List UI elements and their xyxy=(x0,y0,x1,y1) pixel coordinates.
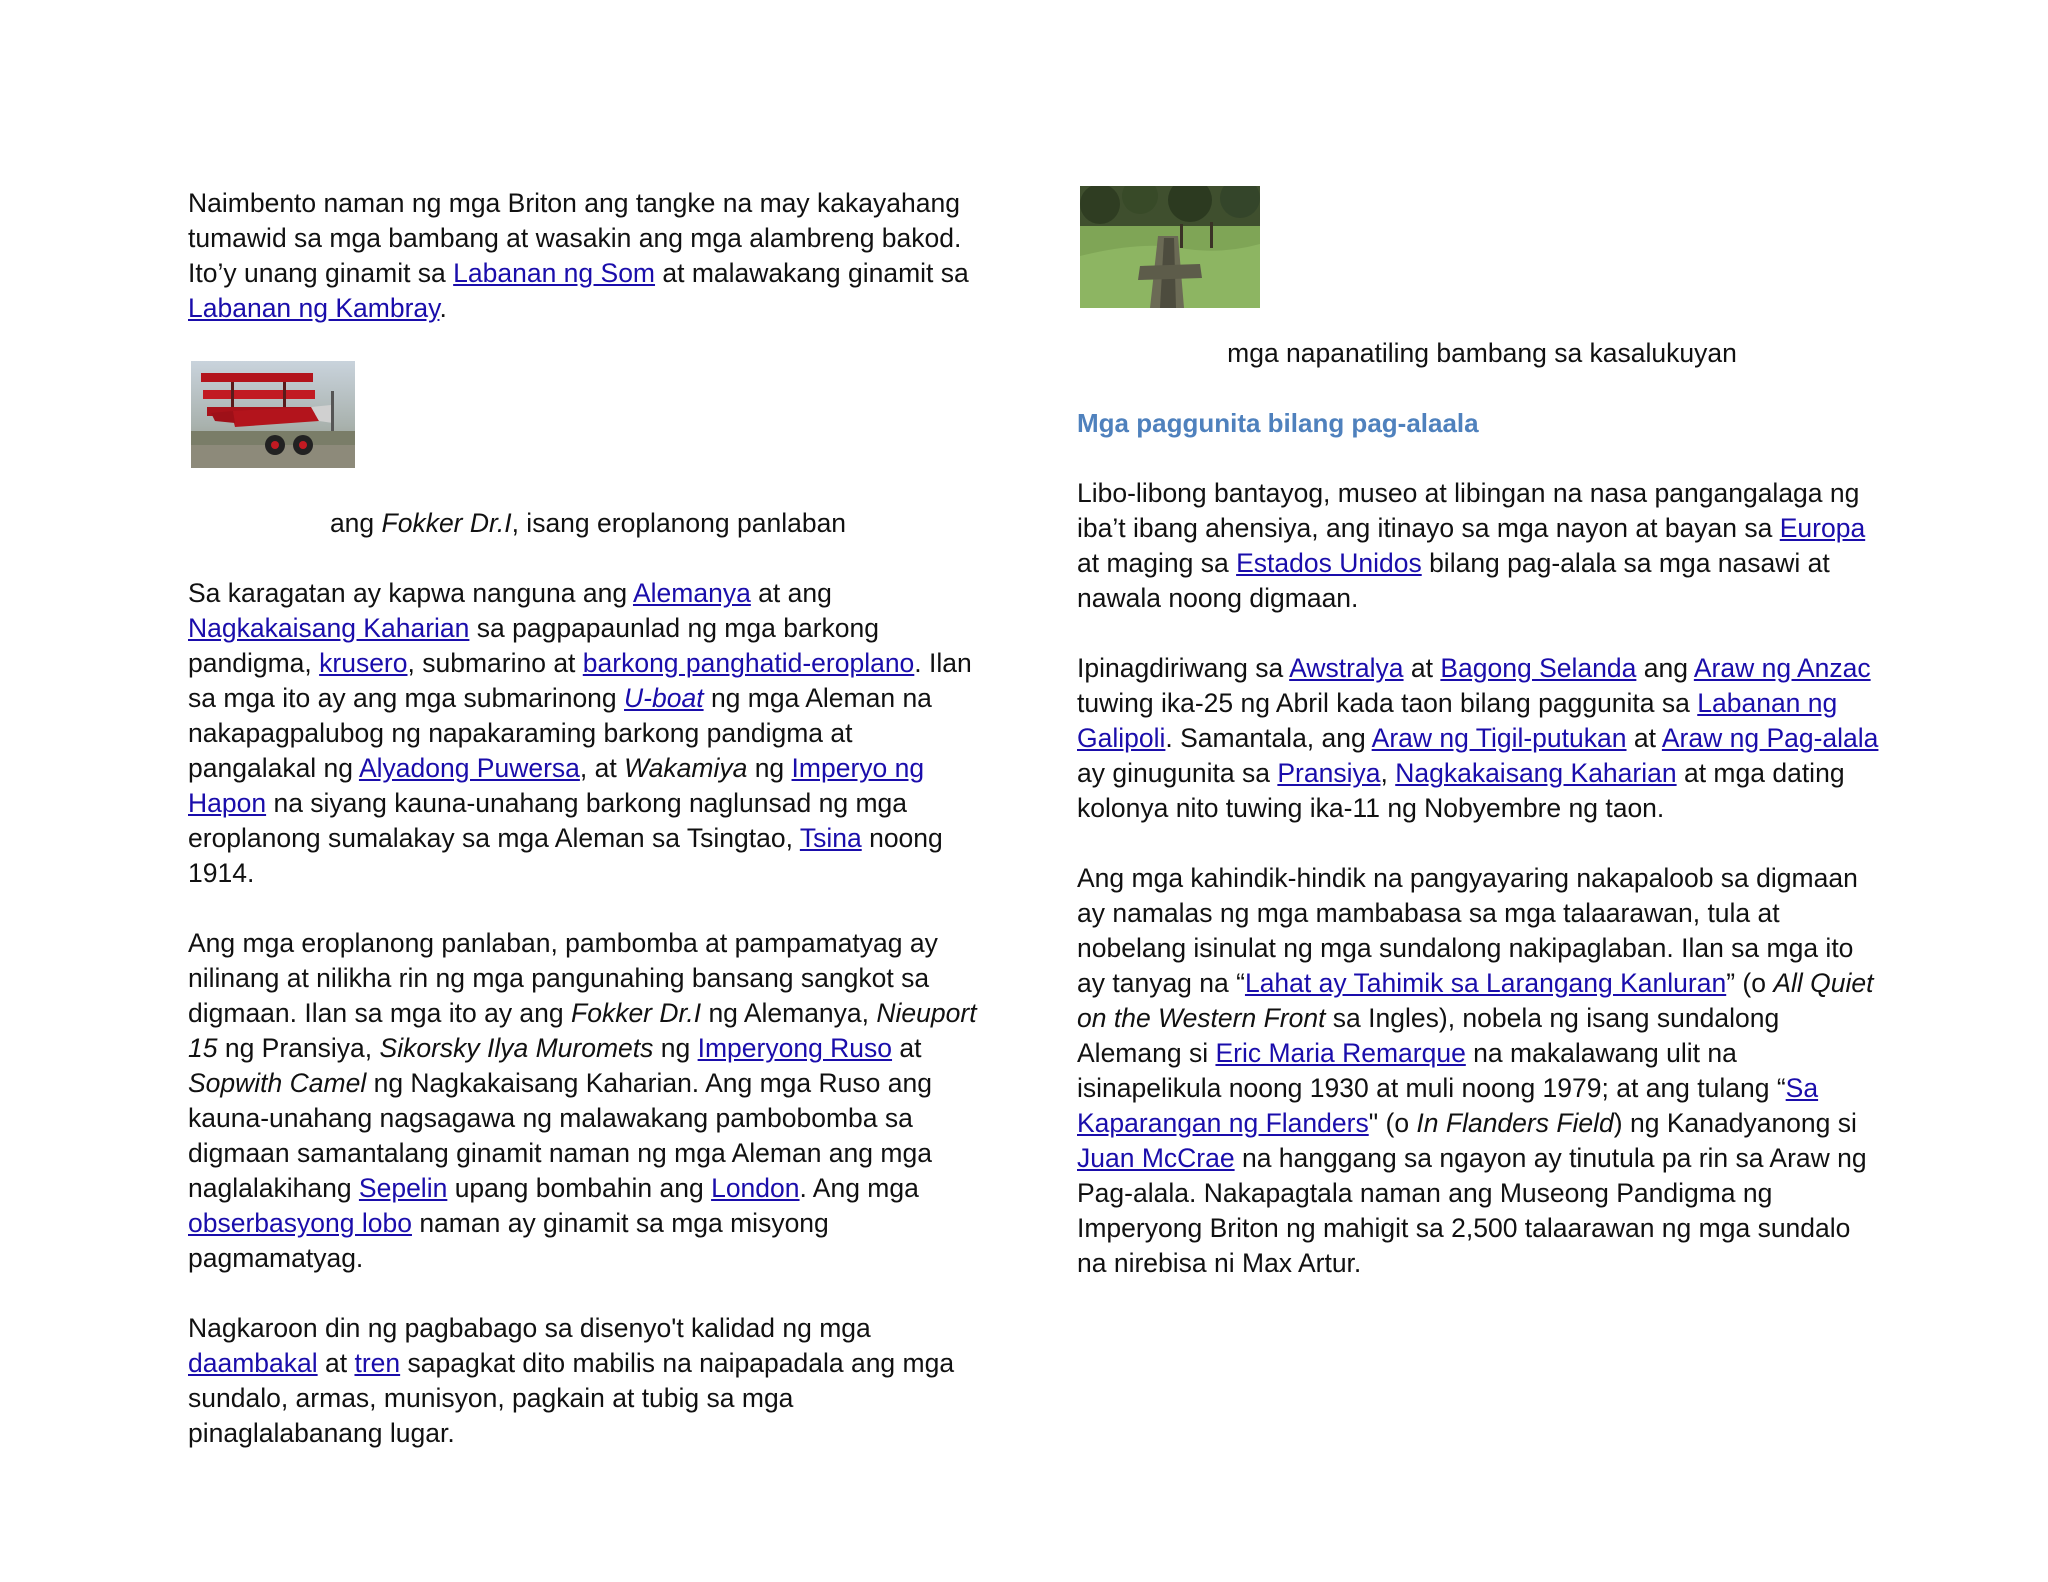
text: ng Pransiya, xyxy=(217,1033,380,1063)
link-estados-unidos[interactable]: Estados Unidos xyxy=(1236,548,1422,578)
text: . Ang mga xyxy=(799,1173,919,1203)
left-column xyxy=(188,186,988,1486)
link-juan-mccrae[interactable]: Juan McCrae xyxy=(1077,1143,1235,1173)
caption-trenches: mga napanatiling bambang sa kasalukuyan xyxy=(1227,338,1737,368)
text: tuwing ika-25 ng Abril kada taon bilang paggunita sa xyxy=(1077,688,1698,718)
text: at malawakang ginamit sa xyxy=(655,258,969,288)
text: at xyxy=(892,1033,922,1063)
link-pransiya[interactable]: Pransiya xyxy=(1277,758,1381,788)
text: " (o xyxy=(1368,1108,1417,1138)
link-obserbasyong-lobo[interactable]: obserbasyong lobo xyxy=(188,1208,412,1238)
text: at ang xyxy=(750,578,832,608)
link-eric-maria-remarque[interactable]: Eric Maria Remarque xyxy=(1215,1038,1466,1068)
paragraph-literature xyxy=(1077,861,1887,1281)
text: ) ng Kanadyanong si xyxy=(1613,1108,1857,1138)
section-heading: Mga paggunita bilang pag-alaala xyxy=(1077,408,1479,438)
link-labanan-ng-som[interactable]: Labanan ng Som xyxy=(453,258,656,288)
link-araw-ng-anzac[interactable]: Araw ng Anzac xyxy=(1693,653,1871,683)
text: sapagkat dito mabilis na naipapadala ang mga sundalo, armas, munisyon, pagkain at tubig sa mga pinaglalabanang lugar. xyxy=(188,1348,955,1448)
text: at xyxy=(1626,723,1662,753)
paragraph-railways xyxy=(188,1311,988,1451)
text: ang xyxy=(329,508,382,538)
trench-image xyxy=(1080,186,1260,308)
text: . xyxy=(439,293,447,323)
italic-text: Nieuport 15 xyxy=(188,998,977,1063)
text: . Ilan sa mga ito ay ang mga submarinong xyxy=(188,648,972,713)
italic-text: Sikorsky Ilya Muromets xyxy=(379,1033,654,1063)
italic-text: U-boat xyxy=(624,683,704,713)
link-imperyo-ng-hapon[interactable]: Imperyo ng Hapon xyxy=(188,753,925,818)
text: ng Nagkakaisang Kaharian. Ang mga Ruso ang kauna-unahang nagsagawa ng malawakang pambobomba sa digmaan samantalang ginamit naman ng mga Aleman ang mga naglalakihang xyxy=(188,1068,932,1203)
text: ng xyxy=(747,753,792,783)
right-column xyxy=(1077,186,1887,1316)
link-europa[interactable]: Europa xyxy=(1779,513,1866,543)
italic-text: All Quiet on the Western Front xyxy=(1077,968,1874,1033)
text: at mga dating kolonya nito tuwing ika-11 ng Nobyembre ng taon. xyxy=(1077,758,1845,823)
text: naman ay ginamit sa mga misyong pagmamatyag. xyxy=(188,1208,829,1273)
link-alyadong-puwersa[interactable]: Alyadong Puwersa xyxy=(358,753,580,783)
text: sa pagpapaunlad ng mga barkong pandigma, xyxy=(188,613,879,678)
paragraph-tank xyxy=(188,186,988,326)
text: na siyang kauna-unahang barkong naglunsad ng mga eroplanong sumalakay sa mga Aleman sa Tsingtao, xyxy=(188,788,907,853)
italic-text: Wakamiya xyxy=(624,753,748,783)
text: Nagkaroon din ng pagbabago sa disenyo't kalidad ng mga xyxy=(188,1313,871,1343)
link-u-boat[interactable] xyxy=(624,683,704,713)
text: na hanggang sa ngayon ay tinutula pa rin sa Araw ng Pag-alala. Nakapagtala naman ang Museong Pandigma ng Imperyong Briton ng mahigit sa 2,500 talaarawan ng mga sundalo na nirebisa ni Max Artur. xyxy=(1077,1143,1867,1278)
link-barkong-panghatid-eroplano[interactable]: barkong panghatid-eroplano xyxy=(582,648,915,678)
link-araw-ng-pag-alala[interactable]: Araw ng Pag-alala xyxy=(1661,723,1879,753)
link-bagong-selanda[interactable]: Bagong Selanda xyxy=(1440,653,1637,683)
text: Libo-libong bantayog, museo at libingan na nasa pangangalaga ng iba’t ibang ahensiya, ang itinayo sa mga nayon at bayan sa xyxy=(1077,478,1860,543)
paragraph-aircraft xyxy=(188,926,988,1276)
text: ng Alemanya, xyxy=(701,998,877,1028)
link-tren[interactable]: tren xyxy=(354,1348,401,1378)
link-labanan-ng-kambray[interactable]: Labanan ng Kambray xyxy=(188,293,440,323)
italic-text: In Flanders Field xyxy=(1416,1108,1614,1138)
text: , xyxy=(1380,758,1396,788)
link-tsina[interactable]: Tsina xyxy=(799,823,862,853)
link-alemanya[interactable]: Alemanya xyxy=(632,578,751,608)
italic-text: Fokker Dr.I xyxy=(381,508,512,538)
link-awstralya[interactable]: Awstralya xyxy=(1289,653,1404,683)
text: Naimbento naman ng mga Briton ang tangke na may kakayahang tumawid sa mga bambang at wasakin ang mga alambreng bakod. Ito’y unang ginamit sa xyxy=(188,188,962,288)
link-imperyong-ruso[interactable]: Imperyong Ruso xyxy=(697,1033,893,1063)
text: , submarino at xyxy=(407,648,583,678)
link-london[interactable]: London xyxy=(711,1173,800,1203)
link-labanan-ng-galipoli[interactable]: Labanan ng Galipoli xyxy=(1077,688,1838,753)
text: ang xyxy=(1636,653,1694,683)
text: sa Ingles), nobela ng isang sundalong Alemang si xyxy=(1077,1003,1780,1068)
paragraph-remembrance-days xyxy=(1077,651,1887,826)
text: ng xyxy=(653,1033,698,1063)
paragraph-memorials xyxy=(1077,476,1887,616)
link-araw-ng-tigil-putukan[interactable]: Araw ng Tigil-putukan xyxy=(1371,723,1627,753)
text: Ipinagdiriwang sa xyxy=(1077,653,1290,683)
text: , isang eroplanong panlaban xyxy=(511,508,847,538)
fokker-plane-image xyxy=(191,361,355,468)
text: at maging sa xyxy=(1077,548,1237,578)
text: , at xyxy=(579,753,625,783)
text: Sa karagatan ay kapwa nanguna ang xyxy=(188,578,633,608)
text: upang bombahin ang xyxy=(447,1173,712,1203)
italic-text: Fokker Dr.I xyxy=(571,998,702,1028)
text: na makalawang ulit na isinapelikula noong 1930 at muli noong 1979; at ang tulang “ xyxy=(1077,1038,1786,1103)
link-daambakal[interactable]: daambakal xyxy=(188,1348,318,1378)
link-nagkakaisang-kaharian-2[interactable]: Nagkakaisang Kaharian xyxy=(1395,758,1677,788)
text: noong 1914. xyxy=(188,823,943,888)
link-lahat-ay-tahimik[interactable]: Lahat ay Tahimik sa Larangang Kanluran xyxy=(1244,968,1727,998)
text: ” (o xyxy=(1726,968,1774,998)
text: at xyxy=(317,1348,355,1378)
text: bilang pag-alala sa mga nasawi at nawala noong digmaan. xyxy=(1077,548,1830,613)
caption-fokker xyxy=(188,506,988,541)
text: at xyxy=(1403,653,1441,683)
link-krusero[interactable]: krusero xyxy=(319,648,408,678)
text: ay ginugunita sa xyxy=(1077,758,1278,788)
link-nagkakaisang-kaharian[interactable]: Nagkakaisang Kaharian xyxy=(188,613,470,643)
paragraph-navy xyxy=(188,576,988,891)
text: Ang mga kahindik-hindik na pangyayaring nakapaloob sa digmaan ay namalas ng mga mambabasa sa mga talaarawan, tula at nobelang isinulat ng mga sundalong nakipaglaban. Ilan sa mga ito ay tanyag na “ xyxy=(1077,863,1858,998)
text: ng mga Aleman na nakapagpalubog ng napakaraming barkong pandigma at pangalakal ng xyxy=(188,683,932,783)
italic-text: Sopwith Camel xyxy=(188,1068,367,1098)
text: Ang mga eroplanong panlaban, pambomba at pampamatyag ay nilinang at nilikha rin ng mga pangunahing bansang sangkot sa digmaan. Ilan sa mga ito ay ang xyxy=(188,928,938,1028)
link-sa-kaparangan-ng-flanders[interactable]: Sa Kaparangan ng Flanders xyxy=(1077,1073,1819,1138)
text: . Samantala, ang xyxy=(1165,723,1372,753)
link-sepelin[interactable]: Sepelin xyxy=(358,1173,448,1203)
